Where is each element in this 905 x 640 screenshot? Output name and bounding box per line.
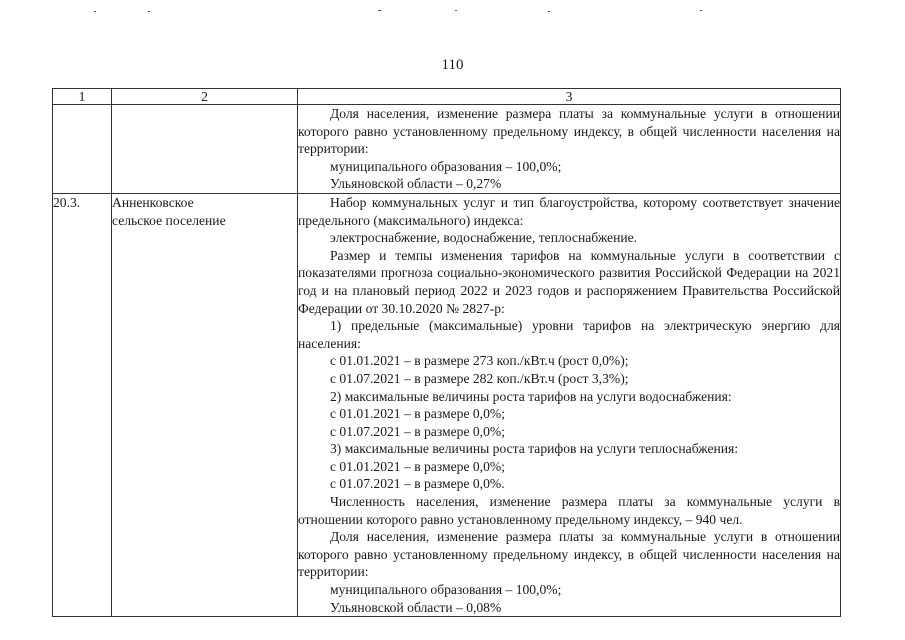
paragraph: 1) предельные (максимальные) уровни тарифов на электрическую энергию для населения: — [298, 318, 840, 351]
paragraph: с 01.01.2021 – в размере 273 коп./кВт.ч (рост 0,0%); — [330, 353, 629, 369]
scan-speck — [700, 10, 702, 11]
paragraph: Доля населения, изменение размера платы за коммунальные услуги в отношении которого равно установленному предельному индексу, в общей численности населения на территории: — [298, 529, 840, 580]
paragraph: 2) максимальные величины роста тарифов на услуги водоснабжения: — [330, 388, 732, 404]
description-cell — [298, 193, 841, 616]
paragraph: муниципального образования – 100,0%; — [330, 158, 562, 174]
document-table — [52, 88, 841, 617]
paragraph: 3) максимальные величины роста тарифов на услуги теплоснабжения: — [330, 441, 739, 457]
paragraph: с 01.07.2021 – в размере 0,0%; — [330, 423, 505, 439]
table-row — [53, 193, 841, 616]
paragraph: Численность населения, изменение размера платы за коммунальные услуги в отношении которого равно установленному предельному индексу, – 940 чел. — [298, 494, 840, 527]
scan-speck — [548, 11, 550, 12]
description-cell — [298, 105, 841, 194]
paragraph: электроснабжение, водоснабжение, теплоснабжение. — [330, 230, 638, 246]
paragraph: Ульяновской области – 0,27% — [330, 176, 502, 192]
paragraph: муниципального образования – 100,0%; — [330, 582, 562, 598]
scan-speck — [455, 10, 457, 11]
table-body — [53, 105, 841, 617]
row-number-cell — [53, 105, 112, 194]
table-header-row — [53, 89, 841, 105]
scan-speck — [378, 10, 381, 11]
settlement-name-cell: Анненковское сельское поселение — [112, 193, 298, 616]
scan-speck — [148, 11, 150, 12]
table-row — [53, 105, 841, 194]
paragraph: с 01.07.2021 – в размере 282 коп./кВт.ч (рост 3,3%); — [330, 370, 629, 386]
column-header: 1 — [53, 89, 112, 105]
paragraph: с 01.01.2021 – в размере 0,0%; — [330, 406, 505, 422]
paragraph: Набор коммунальных услуг и тип благоустройства, которому соответствует значение предельного (максимального) индекса: — [298, 194, 840, 228]
paragraph: с 01.01.2021 – в размере 0,0%; — [330, 458, 505, 474]
column-header: 2 — [112, 89, 298, 105]
scan-speck — [94, 11, 96, 12]
column-header: 3 — [298, 89, 841, 105]
row-number-cell: 20.3. — [53, 193, 112, 616]
paragraph: Ульяновской области – 0,08% — [330, 599, 502, 615]
paragraph: Доля населения, изменение размера платы за коммунальные услуги в отношении которого равно установленному предельному индексу, в общей численности населения на территории: — [298, 106, 840, 157]
paragraph: Размер и темпы изменения тарифов на коммунальные услуги в соответствии с показателями прогноза социально-экономического развития Российской Федерации на 2021 год и на плановый период 2022 и 2023 годов и распоряжением Правительства Российской Федерации от 30.10.2020 № 2827-р: — [298, 247, 840, 316]
page-number: 110 — [441, 57, 464, 73]
paragraph: с 01.07.2021 – в размере 0,0%. — [330, 476, 505, 492]
settlement-name-cell — [112, 105, 298, 194]
